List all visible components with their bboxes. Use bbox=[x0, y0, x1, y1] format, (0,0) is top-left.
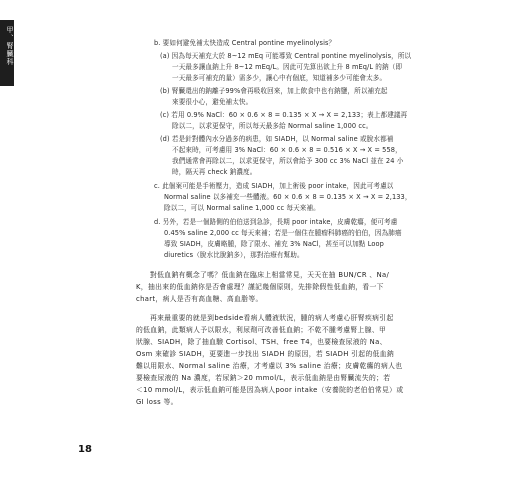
answer-b-line: (b) 腎臟還出的鈉離子99%會再吸收回來，加上飲食中也有鈉鹽，所以補充起 bbox=[160, 87, 388, 95]
paragraph-2-line: ＜10 mmol/L，表示低血鈉可能是因為病人poor intake（安養院的老伯伯常見）或 bbox=[136, 386, 404, 394]
paragraph-2-line: GI loss 等。 bbox=[136, 398, 178, 406]
paragraph-2-line: 難以用限水、Normal saline 治療，才考慮以 3% saline 治療；皮膚乾癟的病人也 bbox=[136, 362, 403, 370]
point-d-line: d. 另外，若是一個路側的伯伯送到急診，長期 poor intake，皮膚乾癟，便可考慮 bbox=[154, 218, 398, 226]
answer-d-line: 不起來時，可考慮用 3% NaCl：60 × 0.6 × 8 = 0.516 × X → X = 558， bbox=[172, 146, 402, 154]
answer-d-line: 時，隔天再 check 鈉濃度。 bbox=[172, 168, 257, 176]
paragraph-1-line: 對低血鈉有概念了嗎？低血鈉在臨床上相當常見，天天在抽 BUN/CR 、Na/ bbox=[150, 271, 390, 279]
paragraph-2-line: 狀腺、SIADH，除了抽血驗 Cortisol、TSH、free T4，也要檢查尿液的 Na、 bbox=[136, 338, 387, 346]
chapter-tab-label: 甲、腎臟科 bbox=[6, 26, 14, 66]
answer-a-line: (a) 因為每天補充大於 8~12 mEq 可能導致 Central pontine myelinolysis，所以 bbox=[160, 52, 412, 60]
answer-a-line: 一天最多可補充的量）需多少，讓心中有個底，知道補多少可能會太多。 bbox=[172, 74, 387, 82]
paragraph-1-line: K，抽出來的低血鈉你是否會處理？謹記幾個原則，先排除假性低血鈉，看一下 bbox=[136, 283, 384, 291]
paragraph-2-line: Osm 來確診 SIADH，更要進一步找出 SIADH 的原因，若 SIADH 引起的低血鈉 bbox=[136, 350, 395, 358]
point-c-line: c. 此個案可能是手術壓力，造成 SIADH，加上術後 poor intake，因此可考慮以 bbox=[154, 182, 394, 190]
paragraph-2-line: 要檢查尿液的 Na 濃度，若尿鈉＞20 mmol/L，表示低血鈉是由腎臟流失的；若 bbox=[136, 374, 391, 382]
page-number: 18 bbox=[78, 444, 92, 455]
point-c-line: 除以二，可以 Normal saline 1,000 cc 每天來補。 bbox=[164, 204, 320, 212]
point-d-line: 導致 SIADH，皮膚略腫，除了限水、補充 3% NaCl，甚至可以加點 Loop bbox=[164, 240, 384, 248]
paragraph-2-line: 再來最重要的就是到bedside看病人體液狀況，腫的病人考慮心肝腎疾病引起 bbox=[150, 314, 394, 322]
answer-b-line: 來要很小心，避免補太快。 bbox=[172, 98, 253, 106]
point-c-line: Normal saline 以多補充一些體液。60 × 0.6 × 8 = 0.135 × X → X = 2,133， bbox=[164, 193, 412, 201]
answer-d-line: (d) 若是針對體內水分過多的病患，如 SIADH，以 Normal saline 或脫水都補 bbox=[160, 135, 394, 143]
paragraph-2-line: 的低血鈉，此類病人予以限水，利尿劑可改善低血鈉；不乾不腫考慮腎上腺、甲 bbox=[136, 326, 387, 334]
answer-d-line: 我們通常會再除以二，以求更保守，所以會給予 300 cc 3% NaCl 並在 24 小 bbox=[172, 157, 404, 165]
point-d-line: 0.45% saline 2,000 cc 每天來補；若是一個住在腫瘤科肺癌的伯伯，因為肺癌 bbox=[164, 229, 402, 237]
paragraph-1-line: chart，病人是否有高血糖、高血脂等。 bbox=[136, 295, 263, 303]
answer-c-line: (c) 若用 0.9% NaCl：60 × 0.6 × 8 = 0.135 × X → X = 2,133；表上都建議再 bbox=[160, 111, 408, 119]
answer-c-line: 除以二，以求更保守，所以每天最多給 Normal saline 1,000 cc。 bbox=[172, 122, 373, 130]
answer-a-line: 一天最多讓血鈉上升 8~12 mEq/L。因此可先算出欲上升 8 mEq/L 的鈉（即 bbox=[172, 63, 403, 71]
point-d-line: diuretics（脫水比脫鈉多），那對治療有幫助。 bbox=[164, 251, 304, 259]
question-b: b. 要如何避免補太快造成 Central pontine myelinolysis？ bbox=[154, 39, 336, 47]
